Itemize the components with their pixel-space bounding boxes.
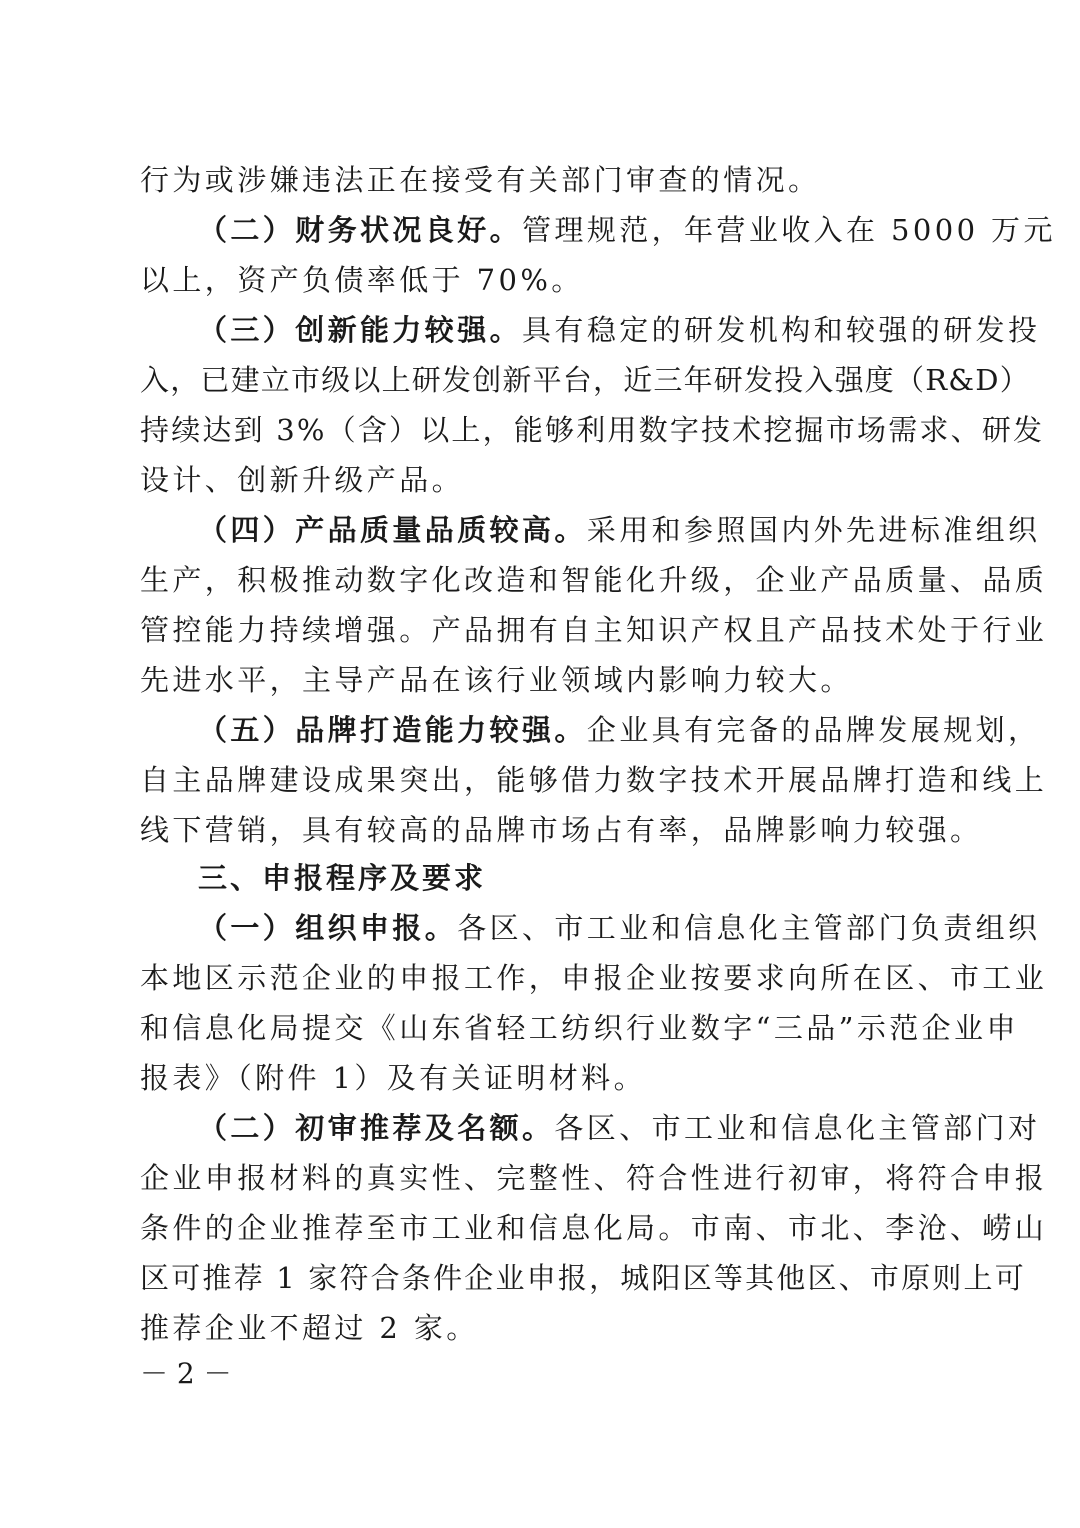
paragraph-heading: （二）财务状况良好。 — [198, 213, 523, 247]
paragraph-line: 管控能力持续增强。产品拥有自主知识产权且产品技术处于行业 — [140, 613, 1048, 647]
paragraph-line: 自主品牌建设成果突出，能够借力数字技术开展品牌打造和线上 — [140, 763, 1048, 797]
paragraph-first-line — [140, 910, 1041, 946]
paragraph-heading: （二）初审推荐及名额。 — [198, 1111, 555, 1145]
paragraph-first-line — [140, 1110, 1041, 1146]
paragraph-line: 先进水平，主导产品在该行业领域内影响力较大。 — [140, 663, 853, 697]
paragraph-line: 和信息化局提交《山东省轻工纺织行业数字“三品”示范企业申 — [140, 1011, 1019, 1045]
paragraph-line: 以上，资产负债率低于 70%。 — [140, 263, 584, 297]
paragraph-first-line — [140, 312, 1041, 348]
page-number: － 2 － — [140, 1357, 232, 1390]
paragraph-line: 入，已建立市级以上研发创新平台，近三年研发投入强度（R&D） — [140, 363, 1030, 397]
paragraph-heading: （四）产品质量品质较高。 — [198, 513, 587, 547]
paragraph-line: 报表》（附件 1）及有关证明材料。 — [140, 1061, 646, 1095]
paragraph-first-line — [140, 712, 1041, 748]
paragraph-heading: （五）品牌打造能力较强。 — [198, 713, 587, 747]
paragraph-line: 本地区示范企业的申报工作，申报企业按要求向所在区、市工业 — [140, 961, 1048, 995]
paragraph-line: 条件的企业推荐至市工业和信息化局。市南、市北、李沧、崂山 — [140, 1211, 1048, 1245]
paragraph-text: 管理规范，年营业收入在 5000 万元 — [522, 213, 1056, 247]
paragraph-line: 企业申报材料的真实性、完整性、符合性进行初审，将符合申报 — [140, 1161, 1048, 1195]
paragraph-line: 设计、创新升级产品。 — [140, 463, 465, 497]
paragraph-text: 企业具有完备的品牌发展规划， — [586, 713, 1041, 747]
paragraph-first-line — [140, 212, 1056, 248]
paragraph-first-line — [140, 512, 1041, 548]
paragraph-line: 持续达到 3%（含）以上，能够利用数字技术挖掘市场需求、研发 — [140, 413, 1045, 447]
paragraph-line: 生产，积极推动数字化改造和智能化升级，企业产品质量、品质 — [140, 563, 1048, 597]
paragraph-heading: （三）创新能力较强。 — [198, 313, 523, 347]
paragraph-text: 采用和参照国内外先进标准组织 — [586, 513, 1041, 547]
paragraph-text: 各区、市工业和信息化主管部门负责组织 — [457, 911, 1041, 945]
paragraph-line: 推荐企业不超过 2 家。 — [140, 1311, 479, 1345]
paragraph-line: 线下营销，具有较高的品牌市场占有率，品牌影响力较强。 — [140, 813, 983, 847]
paragraph-line: 行为或涉嫌违法正在接受有关部门审查的情况。 — [140, 163, 821, 197]
paragraph-heading: （一）组织申报。 — [198, 911, 458, 945]
paragraph-text: 各区、市工业和信息化主管部门对 — [554, 1111, 1041, 1145]
paragraph-line: 区可推荐 1 家符合条件企业申报，城阳区等其他区、市原则上可 — [140, 1261, 1026, 1295]
paragraph-text: 具有稳定的研发机构和较强的研发投 — [522, 313, 1041, 347]
section-heading: 三、申报程序及要求 — [198, 861, 487, 895]
